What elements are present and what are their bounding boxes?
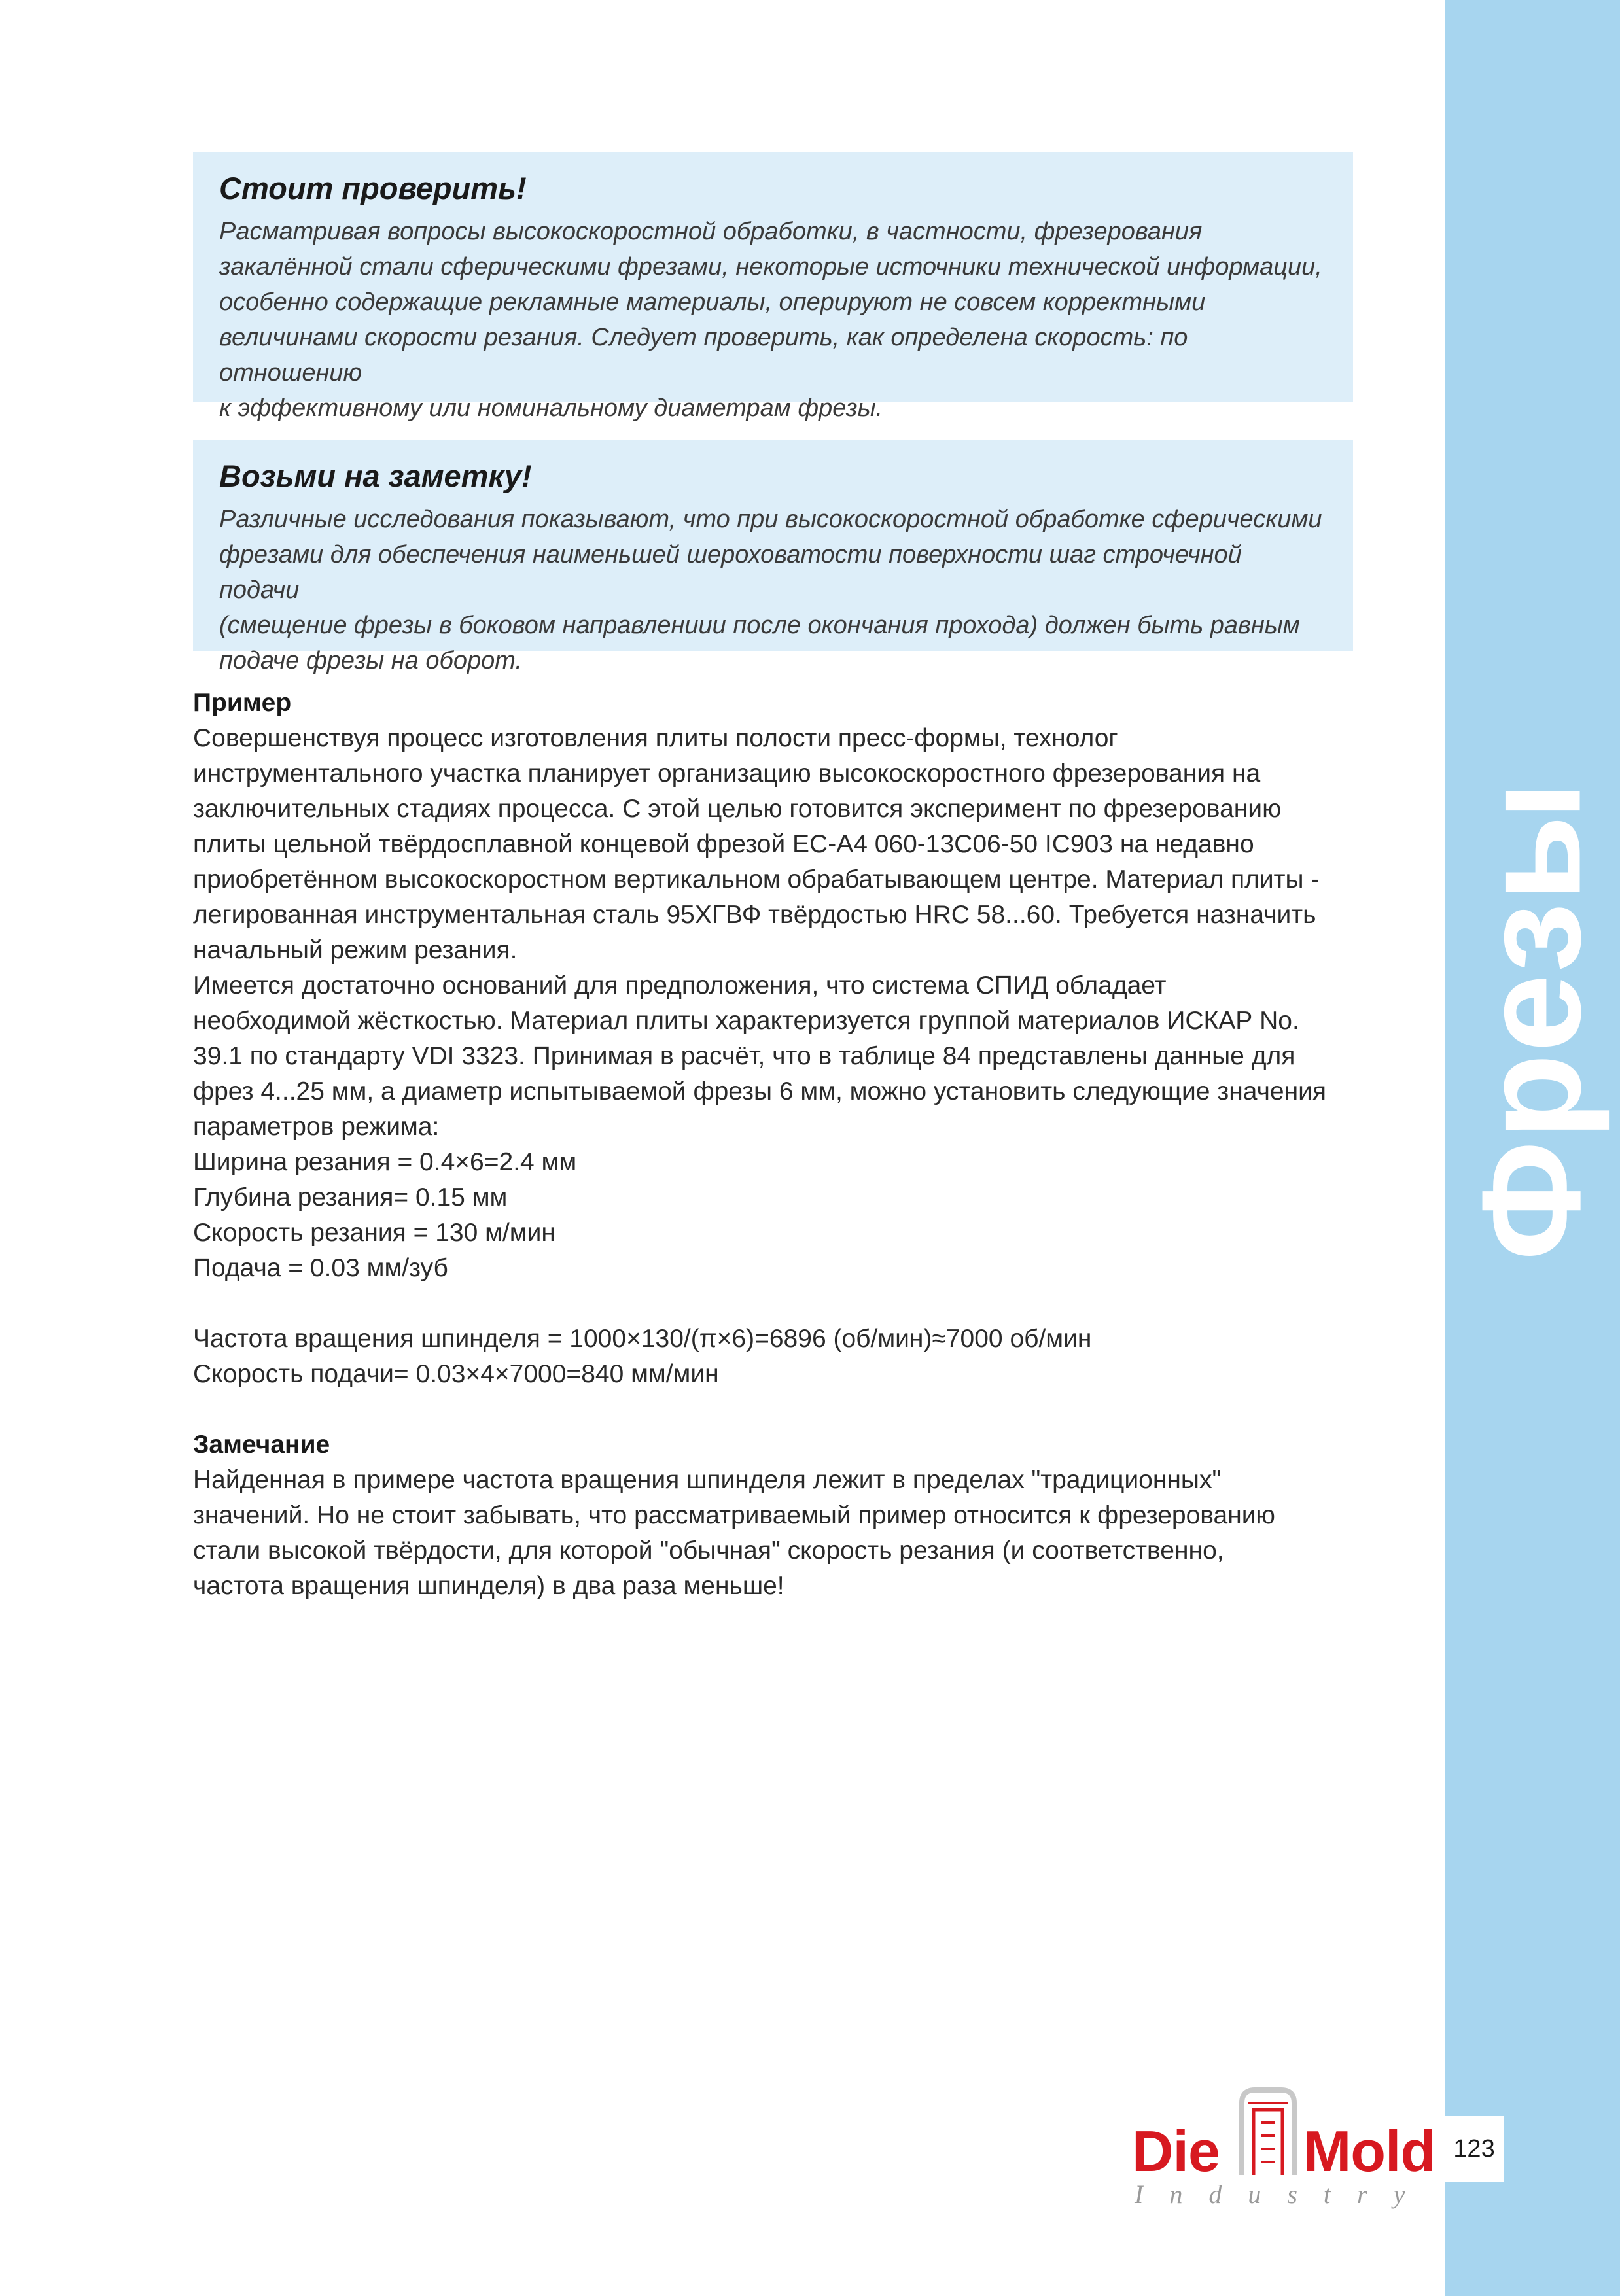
logo-subtitle: Industry bbox=[1135, 2180, 1432, 2209]
note-line: фрезами для обеспечения наименьшей шероховатости поверхности шаг строчечной подачи bbox=[219, 541, 1242, 604]
example-line: Имеется достаточно оснований для предположения, что система СПИД обладает bbox=[193, 971, 1167, 1000]
note-text bbox=[219, 502, 1327, 678]
example-heading: Пример bbox=[193, 689, 292, 717]
calc-line: Скорость подачи= 0.03×4×7000=840 мм/мин bbox=[193, 1360, 719, 1388]
page-number: 123 bbox=[1445, 2116, 1504, 2182]
remark-heading: Замечание bbox=[193, 1431, 330, 1459]
remark-line: Найденная в примере частота вращения шпинделя лежит в пределах "традиционных" bbox=[193, 1466, 1222, 1494]
example-line: 39.1 по стандарту VDI 3323. Принимая в расчёт, что в таблице 84 представлены данные для bbox=[193, 1042, 1295, 1070]
example-line: плиты цельной твёрдосплавной концевой фрезой EC-A4 060-13C06-50 IC903 на недавно bbox=[193, 830, 1254, 858]
example-line: Скорость резания = 130 м/мин bbox=[193, 1219, 555, 1247]
example-line: необходимой жёсткостью. Материал плиты характеризуется группой материалов ИСКАР No. bbox=[193, 1007, 1299, 1035]
note-line: подаче фрезы на оборот. bbox=[219, 647, 523, 674]
logo-word-die: Die bbox=[1132, 2119, 1220, 2183]
note-line: к эффективному или номинальному диаметрам фрезы. bbox=[219, 394, 883, 422]
example-line: легированная инструментальная сталь 95ХГВФ твёрдостью HRC 58...60. Требуется назначить bbox=[193, 901, 1316, 929]
example-line: Ширина резания = 0.4×6=2.4 мм bbox=[193, 1148, 577, 1176]
note-title: Стоит проверить! bbox=[219, 171, 527, 205]
remark-line: частота вращения шпинделя) в два раза меньше! bbox=[193, 1572, 784, 1600]
example-line: инструментального участка планирует организацию высокоскоростного фрезерования на bbox=[193, 759, 1261, 788]
remark-line: значений. Но не стоит забывать, что рассматриваемый пример относится к фрезерованию bbox=[193, 1501, 1275, 1529]
mold-frame-icon bbox=[1229, 2083, 1307, 2182]
note-line: закалённой стали сферическими фрезами, некоторые источники технической информации, bbox=[219, 253, 1322, 281]
example-line: фрез 4...25 мм, а диаметр испытываемой фрезы 6 мм, можно установить следующие значения bbox=[193, 1077, 1327, 1105]
calc-line: Частота вращения шпинделя = 1000×130/(π×6)=6896 (об/мин)≈7000 об/мин bbox=[193, 1325, 1092, 1353]
example-line: заключительных стадиях процесса. С этой целью готовится эксперимент по фрезерованию bbox=[193, 795, 1282, 823]
note-line: особенно содержащие рекламные материалы, оперируют не совсем корректными bbox=[219, 288, 1206, 316]
note-line: Различные исследования показывают, что при высокоскоростной обработке сферическими bbox=[219, 506, 1322, 533]
example-line: Совершенствуя процесс изготовления плиты полости пресс-формы, технолог bbox=[193, 724, 1118, 752]
main-content bbox=[193, 686, 1371, 1604]
example-line: начальный режим резания. bbox=[193, 936, 518, 964]
logo-word-mold: Mold bbox=[1303, 2119, 1435, 2183]
note-line: величинами скорости резания. Следует проверить, как определена скорость: по отношению bbox=[219, 324, 1188, 387]
example-line: Глубина резания= 0.15 мм bbox=[193, 1183, 508, 1211]
remark-line: стали высокой твёрдости, для которой "обычная" скорость резания (и соответственно, bbox=[193, 1537, 1224, 1565]
example-line: приобретённом высокоскоростном вертикальном обрабатывающем центре. Материал плиты - bbox=[193, 865, 1320, 894]
section-title-vertical: Фрезы bbox=[1452, 780, 1610, 1261]
diemold-logo bbox=[1132, 2083, 1439, 2209]
note-line: (смещение фрезы в боковом направлениии после окончания прохода) должен быть равным bbox=[219, 612, 1300, 639]
note-box-take-note bbox=[193, 440, 1353, 674]
note-box-check bbox=[193, 152, 1353, 422]
spacer bbox=[193, 1286, 1371, 1321]
note-title: Возьми на заметку! bbox=[219, 459, 532, 493]
example-line: Подача = 0.03 мм/зуб bbox=[193, 1254, 448, 1282]
note-text bbox=[219, 214, 1327, 426]
example-line: параметров режима: bbox=[193, 1113, 440, 1141]
note-line: Расматривая вопросы высокоскоростной обработки, в частности, фрезерования bbox=[219, 218, 1203, 245]
spacer bbox=[193, 1392, 1371, 1427]
